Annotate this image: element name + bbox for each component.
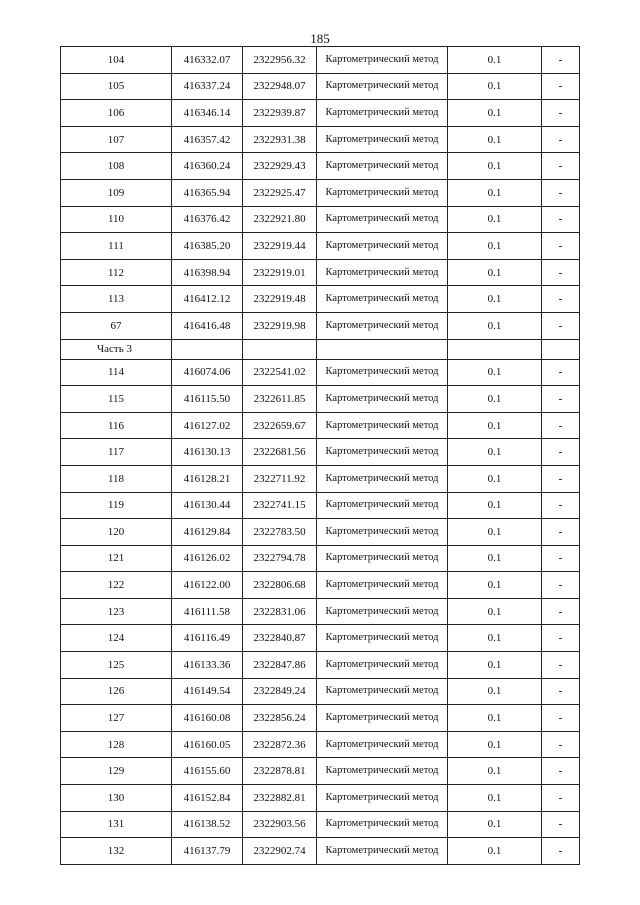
method-cell: Картометрический метод <box>317 386 448 413</box>
section-label: Часть 3 <box>61 339 172 359</box>
point-number-cell: 128 <box>61 731 172 758</box>
x-coordinate-cell: 416365.94 <box>172 179 243 206</box>
y-coordinate-cell: 2322878.81 <box>243 758 317 785</box>
section-row <box>61 339 580 359</box>
y-coordinate-cell: 2322919.48 <box>243 286 317 313</box>
accuracy-cell: 0.1 <box>448 705 542 732</box>
method-cell: Картометрический метод <box>317 126 448 153</box>
x-coordinate-cell: 416337.24 <box>172 73 243 100</box>
method-cell: Картометрический метод <box>317 519 448 546</box>
table-row <box>61 153 580 180</box>
accuracy-cell: 0.1 <box>448 465 542 492</box>
y-coordinate-cell: 2322925.47 <box>243 179 317 206</box>
note-cell: - <box>542 545 580 572</box>
method-cell: Картометрический метод <box>317 439 448 466</box>
table-row <box>61 705 580 732</box>
method-cell: Картометрический метод <box>317 286 448 313</box>
point-number-cell: 106 <box>61 100 172 127</box>
note-cell: - <box>542 731 580 758</box>
table-row <box>61 598 580 625</box>
x-coordinate-cell: 416376.42 <box>172 206 243 233</box>
x-coordinate-cell: 416115.50 <box>172 386 243 413</box>
method-cell: Картометрический метод <box>317 233 448 260</box>
accuracy-cell: 0.1 <box>448 731 542 758</box>
y-coordinate-cell: 2322856.24 <box>243 705 317 732</box>
note-cell: - <box>542 386 580 413</box>
table-row <box>61 519 580 546</box>
note-cell: - <box>542 652 580 679</box>
point-number-cell: 120 <box>61 519 172 546</box>
x-coordinate-cell: 416398.94 <box>172 259 243 286</box>
table-row <box>61 286 580 313</box>
y-coordinate-cell: 2322872.36 <box>243 731 317 758</box>
note-cell: - <box>542 100 580 127</box>
point-number-cell: 132 <box>61 838 172 865</box>
method-cell: Картометрический метод <box>317 359 448 386</box>
table-row <box>61 359 580 386</box>
coordinates-table-body-part-a <box>61 47 580 340</box>
note-cell: - <box>542 73 580 100</box>
table-row <box>61 465 580 492</box>
y-coordinate-cell: 2322903.56 <box>243 811 317 838</box>
x-coordinate-cell: 416160.08 <box>172 705 243 732</box>
note-cell: - <box>542 758 580 785</box>
method-cell: Картометрический метод <box>317 731 448 758</box>
table-row <box>61 259 580 286</box>
note-cell: - <box>542 126 580 153</box>
y-coordinate-cell: 2322939.87 <box>243 100 317 127</box>
x-coordinate-cell: 416138.52 <box>172 811 243 838</box>
point-number-cell: 124 <box>61 625 172 652</box>
accuracy-cell: 0.1 <box>448 785 542 812</box>
section-empty-cell <box>172 339 243 359</box>
y-coordinate-cell: 2322611.85 <box>243 386 317 413</box>
accuracy-cell: 0.1 <box>448 652 542 679</box>
x-coordinate-cell: 416074.06 <box>172 359 243 386</box>
table-row <box>61 126 580 153</box>
point-number-cell: 104 <box>61 47 172 74</box>
table-row <box>61 179 580 206</box>
method-cell: Картометрический метод <box>317 100 448 127</box>
table-row <box>61 206 580 233</box>
point-number-cell: 111 <box>61 233 172 260</box>
accuracy-cell: 0.1 <box>448 259 542 286</box>
section-empty-cell <box>243 339 317 359</box>
x-coordinate-cell: 416155.60 <box>172 758 243 785</box>
accuracy-cell: 0.1 <box>448 359 542 386</box>
x-coordinate-cell: 416116.49 <box>172 625 243 652</box>
x-coordinate-cell: 416137.79 <box>172 838 243 865</box>
note-cell: - <box>542 359 580 386</box>
note-cell: - <box>542 47 580 74</box>
table-row <box>61 758 580 785</box>
table-row <box>61 439 580 466</box>
section-empty-cell <box>317 339 448 359</box>
y-coordinate-cell: 2322902.74 <box>243 838 317 865</box>
accuracy-cell: 0.1 <box>448 312 542 339</box>
y-coordinate-cell: 2322931.38 <box>243 126 317 153</box>
method-cell: Картометрический метод <box>317 838 448 865</box>
method-cell: Картометрический метод <box>317 572 448 599</box>
table-row <box>61 838 580 865</box>
note-cell: - <box>542 233 580 260</box>
coordinates-table-section <box>61 339 580 359</box>
method-cell: Картометрический метод <box>317 598 448 625</box>
method-cell: Картометрический метод <box>317 179 448 206</box>
y-coordinate-cell: 2322711.92 <box>243 465 317 492</box>
point-number-cell: 125 <box>61 652 172 679</box>
note-cell: - <box>542 179 580 206</box>
point-number-cell: 126 <box>61 678 172 705</box>
note-cell: - <box>542 259 580 286</box>
method-cell: Картометрический метод <box>317 259 448 286</box>
note-cell: - <box>542 811 580 838</box>
table-row <box>61 233 580 260</box>
x-coordinate-cell: 416346.14 <box>172 100 243 127</box>
point-number-cell: 112 <box>61 259 172 286</box>
x-coordinate-cell: 416130.44 <box>172 492 243 519</box>
x-coordinate-cell: 416152.84 <box>172 785 243 812</box>
x-coordinate-cell: 416133.36 <box>172 652 243 679</box>
point-number-cell: 114 <box>61 359 172 386</box>
y-coordinate-cell: 2322783.50 <box>243 519 317 546</box>
y-coordinate-cell: 2322849.24 <box>243 678 317 705</box>
table-row <box>61 731 580 758</box>
y-coordinate-cell: 2322681.56 <box>243 439 317 466</box>
method-cell: Картометрический метод <box>317 73 448 100</box>
method-cell: Картометрический метод <box>317 465 448 492</box>
point-number-cell: 67 <box>61 312 172 339</box>
point-number-cell: 127 <box>61 705 172 732</box>
point-number-cell: 115 <box>61 386 172 413</box>
accuracy-cell: 0.1 <box>448 100 542 127</box>
table-row <box>61 312 580 339</box>
accuracy-cell: 0.1 <box>448 412 542 439</box>
table-row <box>61 811 580 838</box>
note-cell: - <box>542 492 580 519</box>
point-number-cell: 117 <box>61 439 172 466</box>
y-coordinate-cell: 2322919.44 <box>243 233 317 260</box>
y-coordinate-cell: 2322948.07 <box>243 73 317 100</box>
y-coordinate-cell: 2322921.80 <box>243 206 317 233</box>
point-number-cell: 123 <box>61 598 172 625</box>
accuracy-cell: 0.1 <box>448 572 542 599</box>
table-row <box>61 625 580 652</box>
accuracy-cell: 0.1 <box>448 625 542 652</box>
point-number-cell: 121 <box>61 545 172 572</box>
section-empty-cell <box>448 339 542 359</box>
method-cell: Картометрический метод <box>317 492 448 519</box>
y-coordinate-cell: 2322956.32 <box>243 47 317 74</box>
x-coordinate-cell: 416357.42 <box>172 126 243 153</box>
y-coordinate-cell: 2322929.43 <box>243 153 317 180</box>
method-cell: Картометрический метод <box>317 625 448 652</box>
note-cell: - <box>542 598 580 625</box>
accuracy-cell: 0.1 <box>448 758 542 785</box>
method-cell: Картометрический метод <box>317 785 448 812</box>
coordinates-table-body-part-b <box>61 359 580 864</box>
x-coordinate-cell: 416127.02 <box>172 412 243 439</box>
method-cell: Картометрический метод <box>317 678 448 705</box>
table-row <box>61 572 580 599</box>
point-number-cell: 109 <box>61 179 172 206</box>
y-coordinate-cell: 2322541.02 <box>243 359 317 386</box>
accuracy-cell: 0.1 <box>448 386 542 413</box>
y-coordinate-cell: 2322847.86 <box>243 652 317 679</box>
x-coordinate-cell: 416360.24 <box>172 153 243 180</box>
note-cell: - <box>542 519 580 546</box>
note-cell: - <box>542 439 580 466</box>
note-cell: - <box>542 625 580 652</box>
method-cell: Картометрический метод <box>317 545 448 572</box>
table-row <box>61 386 580 413</box>
method-cell: Картометрический метод <box>317 412 448 439</box>
x-coordinate-cell: 416149.54 <box>172 678 243 705</box>
accuracy-cell: 0.1 <box>448 811 542 838</box>
table-row <box>61 100 580 127</box>
table-row <box>61 785 580 812</box>
point-number-cell: 130 <box>61 785 172 812</box>
accuracy-cell: 0.1 <box>448 598 542 625</box>
point-number-cell: 129 <box>61 758 172 785</box>
point-number-cell: 105 <box>61 73 172 100</box>
point-number-cell: 122 <box>61 572 172 599</box>
accuracy-cell: 0.1 <box>448 206 542 233</box>
table-row <box>61 492 580 519</box>
table-row <box>61 73 580 100</box>
method-cell: Картометрический метод <box>317 312 448 339</box>
y-coordinate-cell: 2322919.98 <box>243 312 317 339</box>
x-coordinate-cell: 416332.07 <box>172 47 243 74</box>
y-coordinate-cell: 2322741.15 <box>243 492 317 519</box>
x-coordinate-cell: 416130.13 <box>172 439 243 466</box>
accuracy-cell: 0.1 <box>448 545 542 572</box>
method-cell: Картометрический метод <box>317 206 448 233</box>
x-coordinate-cell: 416128.21 <box>172 465 243 492</box>
note-cell: - <box>542 465 580 492</box>
y-coordinate-cell: 2322831.06 <box>243 598 317 625</box>
note-cell: - <box>542 838 580 865</box>
accuracy-cell: 0.1 <box>448 73 542 100</box>
coordinates-table <box>60 46 580 865</box>
method-cell: Картометрический метод <box>317 153 448 180</box>
point-number-cell: 131 <box>61 811 172 838</box>
x-coordinate-cell: 416160.05 <box>172 731 243 758</box>
note-cell: - <box>542 153 580 180</box>
method-cell: Картометрический метод <box>317 811 448 838</box>
y-coordinate-cell: 2322919.01 <box>243 259 317 286</box>
y-coordinate-cell: 2322806.68 <box>243 572 317 599</box>
method-cell: Картометрический метод <box>317 47 448 74</box>
table-row <box>61 47 580 74</box>
note-cell: - <box>542 785 580 812</box>
note-cell: - <box>542 206 580 233</box>
y-coordinate-cell: 2322659.67 <box>243 412 317 439</box>
method-cell: Картометрический метод <box>317 758 448 785</box>
note-cell: - <box>542 312 580 339</box>
x-coordinate-cell: 416126.02 <box>172 545 243 572</box>
point-number-cell: 118 <box>61 465 172 492</box>
page-number: 185 <box>310 31 330 46</box>
accuracy-cell: 0.1 <box>448 126 542 153</box>
table-row <box>61 678 580 705</box>
table-row <box>61 652 580 679</box>
point-number-cell: 107 <box>61 126 172 153</box>
note-cell: - <box>542 572 580 599</box>
accuracy-cell: 0.1 <box>448 286 542 313</box>
accuracy-cell: 0.1 <box>448 153 542 180</box>
accuracy-cell: 0.1 <box>448 838 542 865</box>
x-coordinate-cell: 416129.84 <box>172 519 243 546</box>
accuracy-cell: 0.1 <box>448 179 542 206</box>
x-coordinate-cell: 416416.48 <box>172 312 243 339</box>
section-empty-cell <box>542 339 580 359</box>
note-cell: - <box>542 286 580 313</box>
method-cell: Картометрический метод <box>317 705 448 732</box>
y-coordinate-cell: 2322882.81 <box>243 785 317 812</box>
note-cell: - <box>542 678 580 705</box>
accuracy-cell: 0.1 <box>448 678 542 705</box>
point-number-cell: 116 <box>61 412 172 439</box>
x-coordinate-cell: 416412.12 <box>172 286 243 313</box>
point-number-cell: 119 <box>61 492 172 519</box>
accuracy-cell: 0.1 <box>448 47 542 74</box>
point-number-cell: 110 <box>61 206 172 233</box>
x-coordinate-cell: 416111.58 <box>172 598 243 625</box>
accuracy-cell: 0.1 <box>448 492 542 519</box>
note-cell: - <box>542 705 580 732</box>
method-cell: Картометрический метод <box>317 652 448 679</box>
table-row <box>61 545 580 572</box>
accuracy-cell: 0.1 <box>448 439 542 466</box>
y-coordinate-cell: 2322794.78 <box>243 545 317 572</box>
y-coordinate-cell: 2322840.87 <box>243 625 317 652</box>
x-coordinate-cell: 416122.00 <box>172 572 243 599</box>
accuracy-cell: 0.1 <box>448 519 542 546</box>
table-row <box>61 412 580 439</box>
point-number-cell: 108 <box>61 153 172 180</box>
point-number-cell: 113 <box>61 286 172 313</box>
accuracy-cell: 0.1 <box>448 233 542 260</box>
note-cell: - <box>542 412 580 439</box>
x-coordinate-cell: 416385.20 <box>172 233 243 260</box>
